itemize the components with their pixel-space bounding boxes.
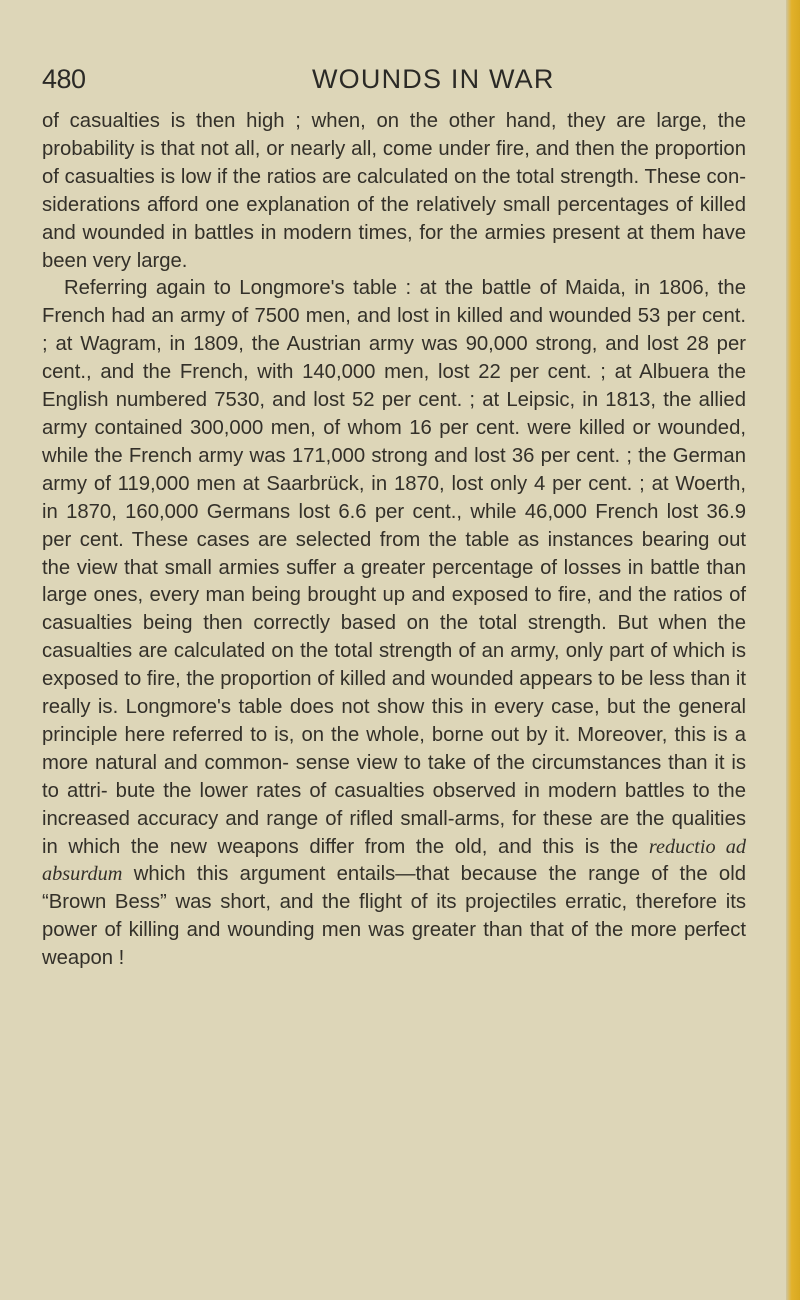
paragraph-1: of casualties is then high ; when, on the other hand, they are large, the probability is that not all, or nearly all, come under fire, and then the proportion of casualties is low if the ratios are calculated on the total strength. These con- siderations afford one explanation of the relatively small percentages of killed and wounded in battles in modern times, for the armies present at them have been very large. [42,110,746,272]
paragraph-2 [42,275,746,973]
latin-phrase: reductio ad absurdum [42,835,747,886]
body-text [42,108,746,973]
page-header [0,64,786,100]
paragraph-2-ending: which this argument entails—that because the range of the old “Brown Bess” was short, and the flight of its projectiles erratic, therefore its power of killing and wounding men was greater than that of the more perfect weapon ! [42,863,746,970]
page-number: 480 [42,64,86,94]
paragraph-2-text: Referring again to Longmore's table : at the battle of Maida, in 1806, the French had an army of 7500 men, and lost in killed and wounded 53 per cent. ; at Wagram, in 1809, the Austrian army was 90,000 strong, and lost 28 per cent., and the French, with 140,000 men, lost 22 per cent. ; at Albuera the English numbered 7530, and lost 52 per cent. ; at Leipsic, in 1813, the allied army contained 300,000 men, of whom 16 per cent. were killed or wounded, while the French army was 171,000 strong and lost 36 per cent. ; the German army of 119,000 men at Saarbrück, in 1870, lost only 4 per cent. ; at Woerth, in 1870, 160,000 Germans lost 6.6 per cent., while 46,000 French lost 36.9 per cent. These cases are selected from the table as instances bearing out the view that small armies suffer a greater percentage of losses in battle than large ones, every man being brought up and exposed to fire, and the ratios of casualties being then correctly based on the total strength. But when the casualties are calculated on the total strength of an army, only part of which is exposed to fire, the proportion of killed and wounded appears to be less than it really is. Longmore's table does not show this in every case, but the general principle here referred to is, on the whole, borne out by it. Moreover, this is a more natural and common- sense view to take of the circumstances than it is to attri- bute the lower rates of casualties observed in modern battles to the increased accuracy and range of rifled small-arms, for these are the qualities in which the new weapons differ from the old, and this is the [42,277,746,858]
running-head: WOUNDS IN WAR [312,64,555,94]
page-edge [786,0,800,1300]
